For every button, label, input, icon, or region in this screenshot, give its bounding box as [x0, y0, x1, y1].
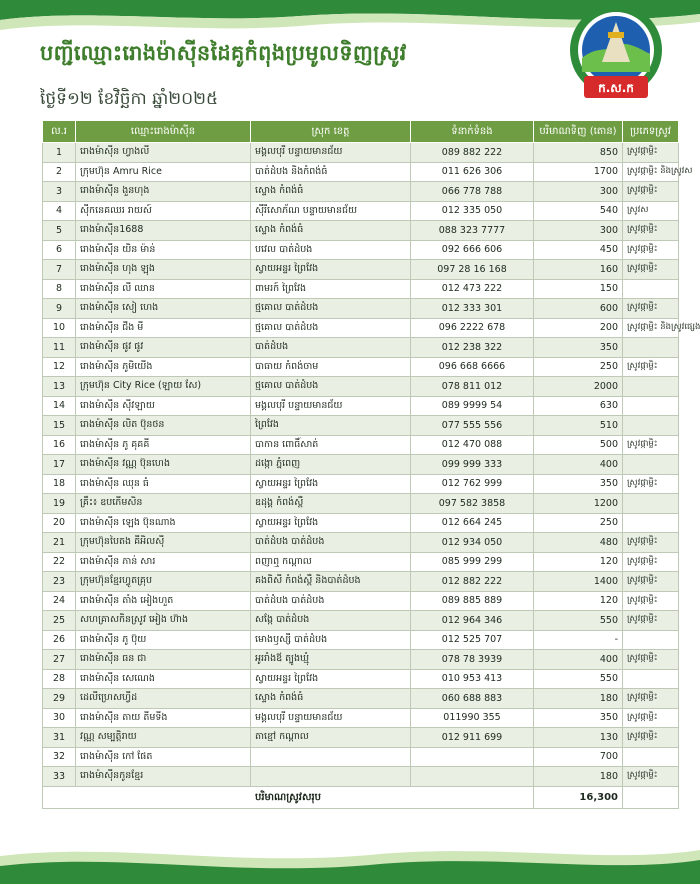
mill-name: ក្រុមហ៊ុន Amru Rice	[76, 162, 251, 182]
mill-location: ស្វាយអន្ទរ ព្រៃវែង	[251, 260, 411, 280]
mill-location: បាត់ដំបង បាត់ដំបង	[251, 591, 411, 611]
mill-capacity: 540	[534, 201, 623, 221]
rice-type	[623, 377, 679, 397]
mill-location: បាត់ដំបង	[251, 338, 411, 358]
mill-capacity: 1200	[534, 494, 623, 514]
mill-phone: 012 762 999	[411, 474, 534, 494]
col-header-contact: ទំនាក់ទំនង	[411, 121, 534, 143]
mill-name: រោងម៉ាស៊ីន យិន ម៉ាន់	[76, 240, 251, 260]
mill-capacity: -	[534, 630, 623, 650]
mill-location: ស្ទោង កំពង់ធំ	[251, 689, 411, 709]
mill-location	[251, 747, 411, 767]
table-row	[43, 435, 679, 455]
mill-location: ស្ទោង កំពង់ធំ	[251, 182, 411, 202]
mill-capacity: 450	[534, 240, 623, 260]
row-number: 7	[43, 260, 76, 280]
rice-type	[623, 455, 679, 475]
col-header-name: ឈ្មោះរោងម៉ាស៊ីន	[76, 121, 251, 143]
mill-phone	[411, 747, 534, 767]
mill-capacity: 400	[534, 650, 623, 670]
row-number: 12	[43, 357, 76, 377]
rice-type: ស្រូវផ្កាម្លិះ	[623, 533, 679, 553]
mill-name: រោងម៉ាស៊ីន ហ្វាងលី	[76, 143, 251, 163]
rice-type: ស្រូវផ្កាម្លិះ និងស្រូវផ្សេង	[623, 318, 679, 338]
row-number: 27	[43, 650, 76, 670]
rice-type: ស្រូវផ្កាម្លិះ	[623, 650, 679, 670]
mill-phone: 078 78 3939	[411, 650, 534, 670]
mill-phone: 077 555 556	[411, 416, 534, 436]
mill-name: រោងម៉ាស៊ីន ឈុន ធំ	[76, 474, 251, 494]
rice-type: ស្រូវផ្កាម្លិះ	[623, 357, 679, 377]
mill-capacity: 1400	[534, 572, 623, 592]
mill-location: មង្គលបុរី បន្ទាយមានជ័យ	[251, 143, 411, 163]
row-number: 11	[43, 338, 76, 358]
rice-type: ស្រូវផ្កាម្លិះ និងស្រូវស	[623, 162, 679, 182]
row-number: 31	[43, 728, 76, 748]
mill-location: ថ្មគោល បាត់ដំបង	[251, 318, 411, 338]
page-title: បញ្ជីឈ្មោះរោងម៉ាស៊ីនដៃគូកំពុងប្រមូលទិញស្រូវ	[40, 41, 407, 65]
mill-location: ស្ទោង កំពង់ធំ	[251, 221, 411, 241]
table-row	[43, 572, 679, 592]
mill-capacity: 350	[534, 708, 623, 728]
mill-name: រោងម៉ាស៊ីន ភូមិយើង	[76, 357, 251, 377]
table-row	[43, 513, 679, 533]
rice-type: ស្រូវផ្កាម្លិះ	[623, 143, 679, 163]
table-row	[43, 708, 679, 728]
rice-type	[623, 669, 679, 689]
row-number: 18	[43, 474, 76, 494]
mill-location: ពាមរក៍ ព្រៃវែង	[251, 279, 411, 299]
mill-location: គងពិសី កំពង់ស្ពឺ និងបាត់ដំបង	[251, 572, 411, 592]
mill-capacity: 160	[534, 260, 623, 280]
mill-name: រោងម៉ាស៊ីន សៀ ហេង	[76, 299, 251, 319]
mill-phone: 096 2222 678	[411, 318, 534, 338]
mill-location: ដង្កោ ភ្នំពេញ	[251, 455, 411, 475]
mill-name: រោងម៉ាស៊ីន សេណេង	[76, 669, 251, 689]
table-row	[43, 357, 679, 377]
mill-location: តាខ្មៅ កណ្ដាល	[251, 728, 411, 748]
mill-location: សង្កែ បាត់ដំបង	[251, 611, 411, 631]
mill-capacity: 300	[534, 221, 623, 241]
col-header-capacity: បរិមាណទិញ (តោន)	[534, 121, 623, 143]
row-number: 15	[43, 416, 76, 436]
table-row	[43, 689, 679, 709]
rice-type: ស្រូវផ្កាម្លិះ	[623, 591, 679, 611]
mill-capacity: 200	[534, 318, 623, 338]
table-row	[43, 396, 679, 416]
row-number: 17	[43, 455, 76, 475]
mill-name: រោងម៉ាស៊ីន ធន ជា	[76, 650, 251, 670]
row-number: 2	[43, 162, 76, 182]
emblem-banner-text: ក.ស.ក	[598, 81, 634, 95]
total-row	[43, 786, 679, 808]
row-number: 32	[43, 747, 76, 767]
mill-capacity: 180	[534, 689, 623, 709]
table-row	[43, 182, 679, 202]
row-number: 22	[43, 552, 76, 572]
mill-capacity: 300	[534, 182, 623, 202]
mill-location: ថ្មគោល បាត់ដំបង	[251, 299, 411, 319]
total-label: បរិមាណស្រូវសរុប	[43, 786, 534, 808]
row-number: 21	[43, 533, 76, 553]
table-row	[43, 338, 679, 358]
table-row	[43, 767, 679, 787]
mill-phone: 012 333 301	[411, 299, 534, 319]
row-number: 8	[43, 279, 76, 299]
mill-phone: 012 911 699	[411, 728, 534, 748]
col-header-no: ល.រ	[43, 121, 76, 143]
mill-phone: 012 525 707	[411, 630, 534, 650]
table-row	[43, 533, 679, 553]
mill-name: រោងម៉ាស៊ីន តាំង អៀងហួត	[76, 591, 251, 611]
mill-name: ក្រុមហ៊ុនបៃតង គីអិលស៊ី	[76, 533, 251, 553]
row-number: 13	[43, 377, 76, 397]
mill-phone: 092 666 606	[411, 240, 534, 260]
mill-phone: 096 668 6666	[411, 357, 534, 377]
mill-capacity: 550	[534, 611, 623, 631]
row-number: 24	[43, 591, 76, 611]
table-row	[43, 201, 679, 221]
mill-phone: 012 470 088	[411, 435, 534, 455]
row-number: 33	[43, 767, 76, 787]
mill-capacity: 120	[534, 552, 623, 572]
table-row	[43, 377, 679, 397]
mill-phone: 012 664 245	[411, 513, 534, 533]
table-row	[43, 416, 679, 436]
mill-phone: 012 473 222	[411, 279, 534, 299]
mill-capacity: 250	[534, 357, 623, 377]
mill-name: វណ្ណ សម្បត្តិរាយ	[76, 728, 251, 748]
row-number: 30	[43, 708, 76, 728]
rice-type	[623, 630, 679, 650]
mill-location: មោងឫស្សី បាត់ដំបង	[251, 630, 411, 650]
mill-name: រោងម៉ាស៊ីន ស៊ីវឡាយ	[76, 396, 251, 416]
table-row	[43, 221, 679, 241]
mill-name: រោងម៉ាស៊ីន ភាន់ សារ	[76, 552, 251, 572]
rice-type: ស្រូវផ្កាម្លិះ	[623, 474, 679, 494]
table-row	[43, 747, 679, 767]
mill-phone: 085 999 299	[411, 552, 534, 572]
mill-name: រោងម៉ាស៊ីន ភូ គុគគី	[76, 435, 251, 455]
mill-location: មង្គលបុរី បន្ទាយមានជ័យ	[251, 396, 411, 416]
mill-phone: 012 964 346	[411, 611, 534, 631]
mill-name: រោងម៉ាស៊ីន ងួនហុង	[76, 182, 251, 202]
row-number: 20	[43, 513, 76, 533]
mill-location: បាត់ដំបង និងកំពង់ធំ	[251, 162, 411, 182]
total-type-empty	[623, 786, 679, 808]
table-row	[43, 279, 679, 299]
row-number: 26	[43, 630, 76, 650]
rice-type	[623, 338, 679, 358]
rice-type	[623, 396, 679, 416]
mill-location	[251, 767, 411, 787]
mill-capacity: 600	[534, 299, 623, 319]
table-row	[43, 591, 679, 611]
mill-location: អូររាំងឪ ត្បូងឃ្មុំ	[251, 650, 411, 670]
table-row	[43, 669, 679, 689]
rice-type	[623, 279, 679, 299]
mill-location: មង្គលបុរី បន្ទាយមានជ័យ	[251, 708, 411, 728]
mill-capacity: 2000	[534, 377, 623, 397]
row-number: 10	[43, 318, 76, 338]
table-row	[43, 474, 679, 494]
row-number: 9	[43, 299, 76, 319]
row-number: 25	[43, 611, 76, 631]
mill-name: រោងម៉ាស៊ីន ភូ ប៊ុយ	[76, 630, 251, 650]
mill-phone: 060 688 883	[411, 689, 534, 709]
row-number: 29	[43, 689, 76, 709]
mill-capacity: 700	[534, 747, 623, 767]
mill-location: បាកាន ពោធិ៍សាត់	[251, 435, 411, 455]
page-date: ថ្ងៃទី១២ ខែវិច្ឆិកា ឆ្នាំ២០២៥	[40, 89, 219, 109]
mill-location: ថ្មគោល បាត់ដំបង	[251, 377, 411, 397]
rice-type: ស្រូវស	[623, 201, 679, 221]
mill-name: រោងម៉ាស៊ីន ឡេង ប៊ុនណាង	[76, 513, 251, 533]
mill-name: រោងម៉ាស៊ីន1688	[76, 221, 251, 241]
mill-name: រោងម៉ាស៊ីន វណ្ណ ប៊ុនហេង	[76, 455, 251, 475]
mill-location: ព្រៃវែង	[251, 416, 411, 436]
mill-location: ស្វាយអន្ទរ ព្រៃវែង	[251, 669, 411, 689]
mill-phone: 066 778 788	[411, 182, 534, 202]
mill-phone: 011 626 306	[411, 162, 534, 182]
mill-phone: 012 882 222	[411, 572, 534, 592]
mill-phone: 010 953 413	[411, 669, 534, 689]
rice-type	[623, 513, 679, 533]
table-row	[43, 552, 679, 572]
row-number: 3	[43, 182, 76, 202]
mill-capacity: 130	[534, 728, 623, 748]
mill-capacity: 350	[534, 338, 623, 358]
mill-location: ស្វាយអន្ទរ ព្រៃវែង	[251, 513, 411, 533]
federation-emblem-icon	[568, 2, 664, 108]
table-row	[43, 728, 679, 748]
mill-capacity: 1700	[534, 162, 623, 182]
mill-location: ពញាឮ កណ្ដាល	[251, 552, 411, 572]
table-row	[43, 318, 679, 338]
mill-capacity: 150	[534, 279, 623, 299]
bottom-wave-decoration	[0, 838, 700, 884]
mill-phone: 078 811 012	[411, 377, 534, 397]
mill-capacity: 850	[534, 143, 623, 163]
table-row	[43, 299, 679, 319]
mill-capacity: 550	[534, 669, 623, 689]
mill-capacity: 250	[534, 513, 623, 533]
table-row	[43, 260, 679, 280]
rice-mill-table	[42, 120, 700, 809]
mill-phone: 012 238 322	[411, 338, 534, 358]
rice-type: ស្រូវផ្កាម្លិះ	[623, 221, 679, 241]
row-number: 4	[43, 201, 76, 221]
rice-type: ស្រូវផ្កាម្លិះ	[623, 299, 679, 319]
rice-type	[623, 416, 679, 436]
table-row	[43, 162, 679, 182]
row-number: 19	[43, 494, 76, 514]
row-number: 23	[43, 572, 76, 592]
table-row	[43, 650, 679, 670]
mill-phone: 089 9999 54	[411, 396, 534, 416]
mill-name: ដេលីហ្រេសហ្វីដ	[76, 689, 251, 709]
mill-name: ក្រុមហ៊ុន City Rice (ឡាយ សែ)	[76, 377, 251, 397]
mill-location: បាធាយ កំពង់ចាម	[251, 357, 411, 377]
rice-type	[623, 494, 679, 514]
mill-capacity: 480	[534, 533, 623, 553]
rice-type	[623, 747, 679, 767]
table-header-row	[43, 121, 679, 143]
rice-type: ស្រូវផ្កាម្លិះ	[623, 552, 679, 572]
mill-name: ក្រុមហ៊ុនខ្មែរហ្វូតគ្រុប	[76, 572, 251, 592]
mill-name: ស៊ីកនេគឈរ រាយស៍	[76, 201, 251, 221]
col-header-type: ប្រភេទស្រូវ	[623, 121, 679, 143]
table-row	[43, 240, 679, 260]
mill-phone: 097 582 3858	[411, 494, 534, 514]
mill-name: រោងម៉ាស៊ីន កៅ ផែត	[76, 747, 251, 767]
rice-type: ស្រូវផ្កាម្លិះ	[623, 260, 679, 280]
rice-type: ស្រូវផ្កាម្លិះ	[623, 611, 679, 631]
mill-location: បាត់ដំបង បាត់ដំបង	[251, 533, 411, 553]
mill-phone: 012 934 050	[411, 533, 534, 553]
mill-capacity: 350	[534, 474, 623, 494]
mill-location: បវេល បាត់ដំបង	[251, 240, 411, 260]
rice-type: ស្រូវផ្កាម្លិះ	[623, 689, 679, 709]
mill-name: រោងម៉ាស៊ីន ជីង មី	[76, 318, 251, 338]
mill-name: គ្រឹះ៖ ឧបភើមសិន	[76, 494, 251, 514]
rice-type: ស្រូវផ្កាម្លិះ	[623, 728, 679, 748]
mill-name: រោងម៉ាស៊ីន ហុង ឡុង	[76, 260, 251, 280]
rice-type: ស្រូវផ្កាម្លិះ	[623, 182, 679, 202]
table-row	[43, 143, 679, 163]
mill-capacity: 500	[534, 435, 623, 455]
mill-capacity: 120	[534, 591, 623, 611]
row-number: 5	[43, 221, 76, 241]
mill-name: រោងម៉ាស៊ីន តាយ តីមទីង	[76, 708, 251, 728]
mill-location: ស្វាយអន្ទរ ព្រៃវែង	[251, 474, 411, 494]
row-number: 14	[43, 396, 76, 416]
mill-phone: 099 999 333	[411, 455, 534, 475]
rice-type: ស្រូវផ្កាម្លិះ	[623, 767, 679, 787]
row-number: 16	[43, 435, 76, 455]
mill-phone: 088 323 7777	[411, 221, 534, 241]
mill-capacity: 630	[534, 396, 623, 416]
row-number: 28	[43, 669, 76, 689]
mill-phone	[411, 767, 534, 787]
rice-type: ស្រូវផ្កាម្លិះ	[623, 708, 679, 728]
row-number: 1	[43, 143, 76, 163]
mill-location: ស៊ីរីសោភ័ណ បន្ទាយមានជ័យ	[251, 201, 411, 221]
table-row	[43, 630, 679, 650]
row-number: 6	[43, 240, 76, 260]
mill-name: រោងម៉ាស៊ីនកូនខ្មែរ	[76, 767, 251, 787]
mill-name: រោងម៉ាស៊ីន លិត ប៊ុនថន	[76, 416, 251, 436]
total-value: 16,300	[534, 786, 623, 808]
mill-phone: 097 28 16 168	[411, 260, 534, 280]
mill-location: ឧដុង្គ កំពង់ស្ពឺ	[251, 494, 411, 514]
mill-phone: 089 882 222	[411, 143, 534, 163]
rice-type: ស្រូវផ្កាម្លិះ	[623, 572, 679, 592]
mill-capacity: 400	[534, 455, 623, 475]
mill-phone: 089 885 889	[411, 591, 534, 611]
table-row	[43, 455, 679, 475]
mill-phone: 011990 355	[411, 708, 534, 728]
table-row	[43, 611, 679, 631]
mill-capacity: 510	[534, 416, 623, 436]
mill-name: រោងម៉ាស៊ីន ផូវ ផូវ	[76, 338, 251, 358]
table-row	[43, 494, 679, 514]
mill-capacity: 180	[534, 767, 623, 787]
col-header-location: ស្រុក ខេត្ត	[251, 121, 411, 143]
mill-phone: 012 335 050	[411, 201, 534, 221]
rice-type: ស្រូវផ្កាម្លិះ	[623, 435, 679, 455]
mill-name: សហគ្រាសកិនស្រូវ អៀង ហ៊ាង	[76, 611, 251, 631]
rice-type: ស្រូវផ្កាម្លិះ	[623, 240, 679, 260]
mill-name: រោងម៉ាស៊ីន លី ឈាន	[76, 279, 251, 299]
